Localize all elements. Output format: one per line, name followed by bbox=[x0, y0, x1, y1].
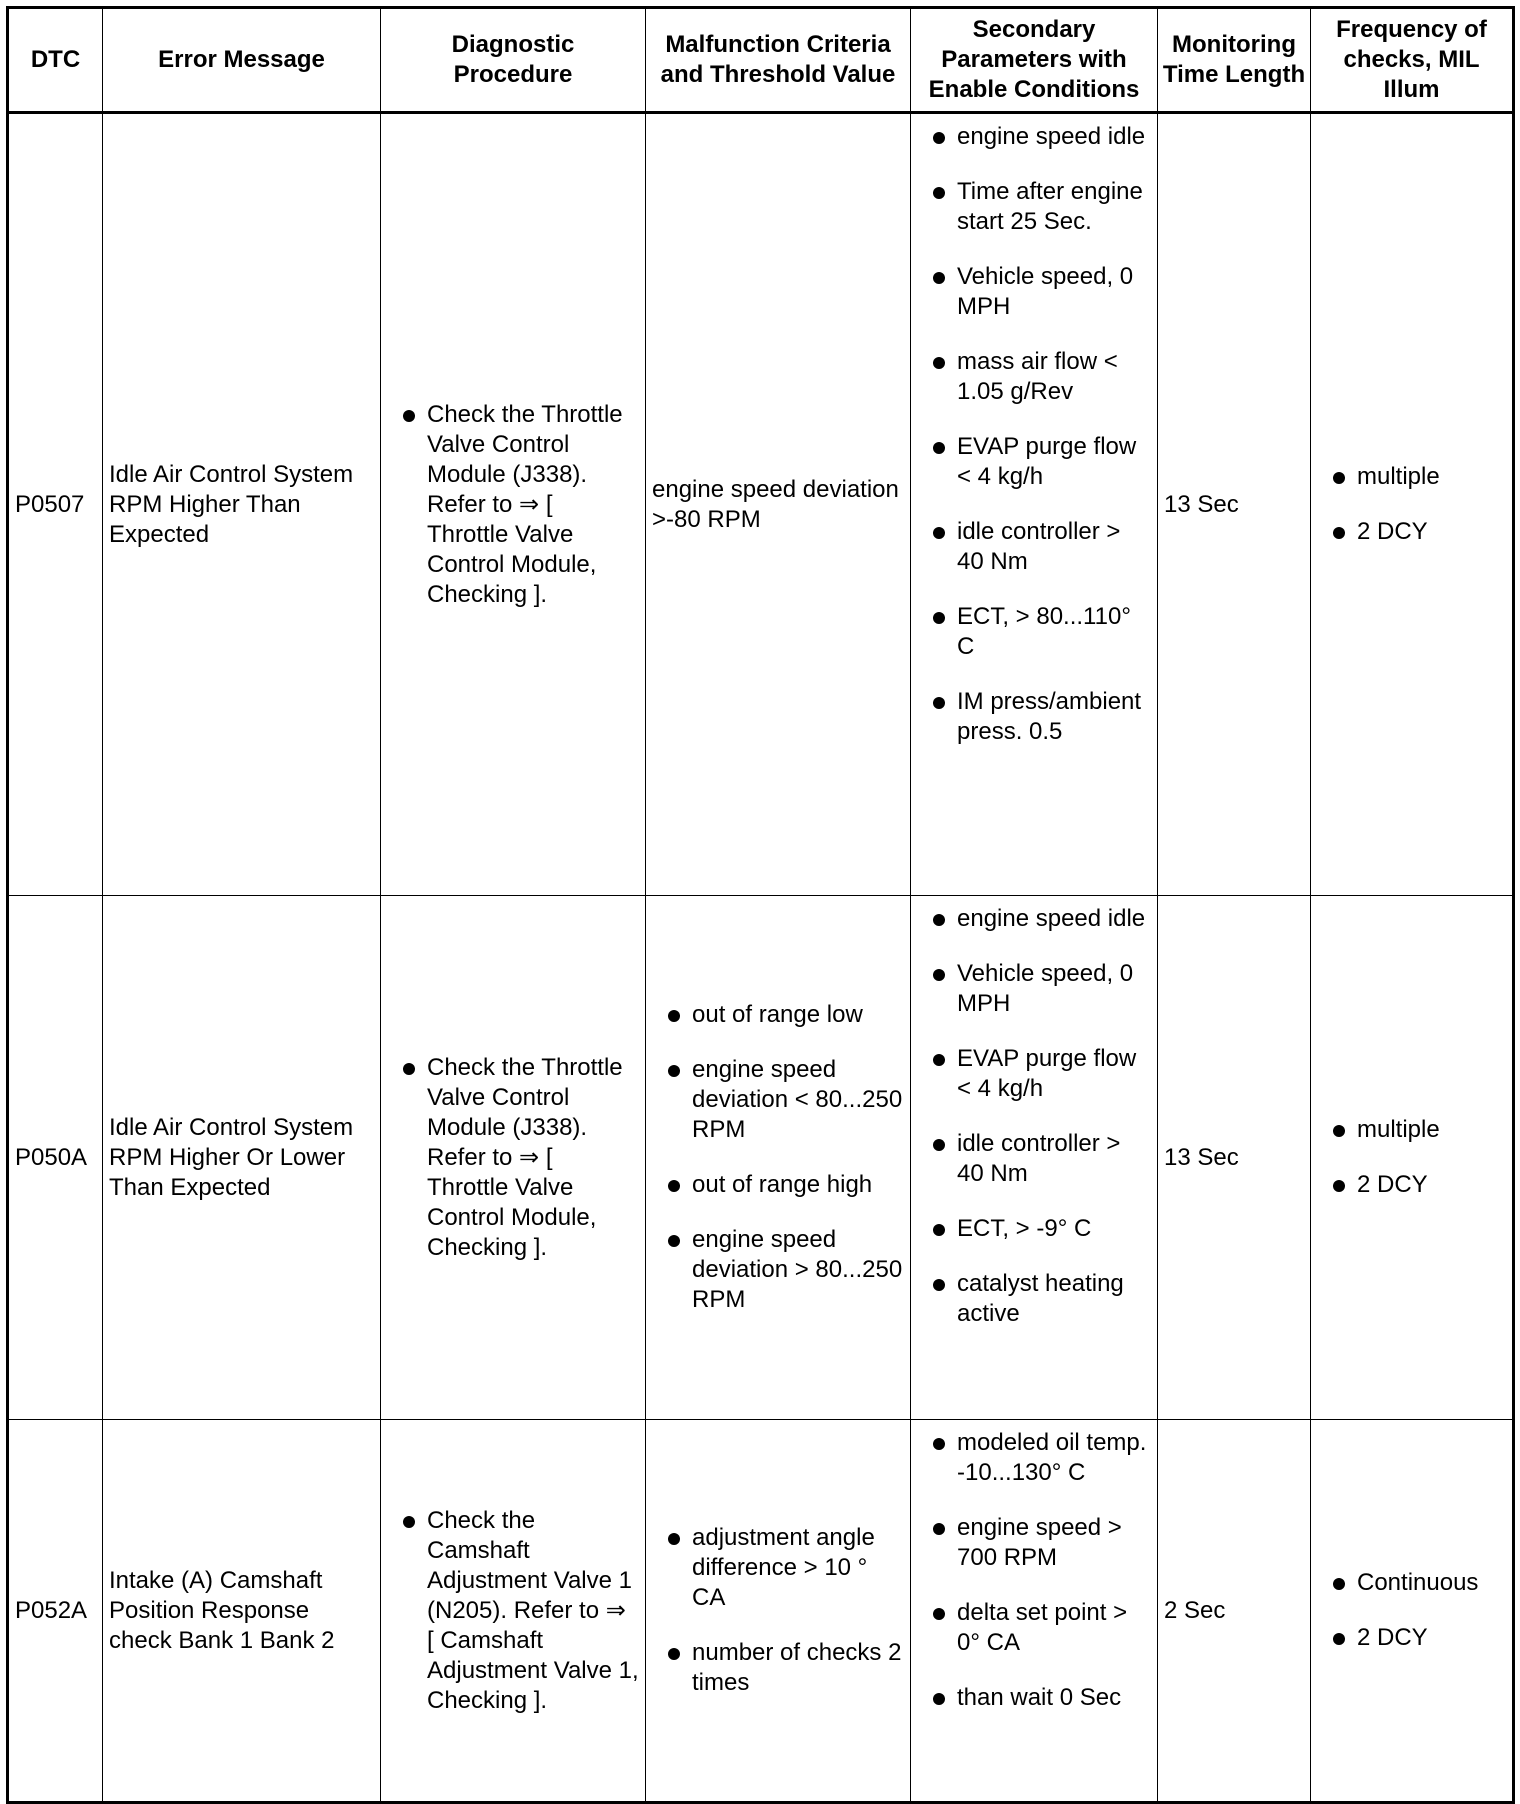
list-item: engine speed deviation > 80...250 RPM bbox=[652, 1225, 904, 1315]
list-item: 2 DCY bbox=[1317, 1623, 1506, 1653]
header-row bbox=[8, 8, 1514, 113]
secondary-parameters-list bbox=[917, 1428, 1151, 1713]
table-row bbox=[8, 113, 1514, 896]
list-item: 2 DCY bbox=[1317, 1170, 1506, 1200]
list-item: engine speed idle bbox=[917, 122, 1151, 152]
frequency-list bbox=[1317, 462, 1506, 547]
list-item: engine speed deviation < 80...250 RPM bbox=[652, 1055, 904, 1145]
secondary-parameters-list bbox=[917, 122, 1151, 747]
secondary-parameters-list bbox=[917, 904, 1151, 1329]
monitoring-time: 13 Sec bbox=[1158, 896, 1311, 1420]
header-diagnostic-procedure: Diagnostic Procedure bbox=[381, 8, 646, 113]
list-item: multiple bbox=[1317, 462, 1506, 492]
list-item: number of checks 2 times bbox=[652, 1638, 904, 1698]
malfunction-criteria bbox=[646, 1420, 911, 1803]
header-frequency: Frequency of checks, MIL Illum bbox=[1311, 8, 1514, 113]
list-item: EVAP purge flow < 4 kg/h bbox=[917, 1044, 1151, 1104]
secondary-parameters bbox=[911, 896, 1158, 1420]
list-item: Check the Throttle Valve Control Module (J338). Refer to ⇒ [ Throttle Valve Control Module, Checking ]. bbox=[387, 1053, 639, 1263]
list-item: Vehicle speed, 0 MPH bbox=[917, 262, 1151, 322]
list-item: Continuous bbox=[1317, 1568, 1506, 1598]
diagnostic-procedure bbox=[381, 896, 646, 1420]
list-item: out of range low bbox=[652, 1000, 904, 1030]
list-item: Check the Throttle Valve Control Module (J338). Refer to ⇒ [ Throttle Valve Control Module, Checking ]. bbox=[387, 400, 639, 610]
error-message: Idle Air Control System RPM Higher Than Expected bbox=[103, 113, 381, 896]
malfunction-criteria-list bbox=[652, 1000, 904, 1315]
list-item: multiple bbox=[1317, 1115, 1506, 1145]
header-monitoring-time: Monitoring Time Length bbox=[1158, 8, 1311, 113]
dtc-code: P0507 bbox=[8, 113, 103, 896]
monitoring-time: 13 Sec bbox=[1158, 113, 1311, 896]
list-item: mass air flow < 1.05 g/Rev bbox=[917, 347, 1151, 407]
list-item: delta set point > 0° CA bbox=[917, 1598, 1151, 1658]
frequency bbox=[1311, 1420, 1514, 1803]
frequency-list bbox=[1317, 1115, 1506, 1200]
list-item: catalyst heating active bbox=[917, 1269, 1151, 1329]
table-row bbox=[8, 1420, 1514, 1803]
list-item: Check the Camshaft Adjustment Valve 1 (N205). Refer to ⇒ [ Camshaft Adjustment Valve 1, Checking ]. bbox=[387, 1506, 639, 1716]
list-item: Vehicle speed, 0 MPH bbox=[917, 959, 1151, 1019]
malfunction-criteria: engine speed deviation >-80 RPM bbox=[646, 113, 911, 896]
secondary-parameters bbox=[911, 113, 1158, 896]
monitoring-time: 2 Sec bbox=[1158, 1420, 1311, 1803]
list-item: ECT, > -9° C bbox=[917, 1214, 1151, 1244]
diagnostic-procedure-list bbox=[387, 400, 639, 610]
diagnostic-procedure-list bbox=[387, 1053, 639, 1263]
frequency bbox=[1311, 896, 1514, 1420]
error-message: Idle Air Control System RPM Higher Or Lower Than Expected bbox=[103, 896, 381, 1420]
list-item: engine speed > 700 RPM bbox=[917, 1513, 1151, 1573]
list-item: 2 DCY bbox=[1317, 517, 1506, 547]
list-item: idle controller > 40 Nm bbox=[917, 1129, 1151, 1189]
list-item: Time after engine start 25 Sec. bbox=[917, 177, 1151, 237]
diagnostic-procedure-list bbox=[387, 1506, 639, 1716]
malfunction-criteria-list bbox=[652, 1523, 904, 1698]
frequency bbox=[1311, 113, 1514, 896]
list-item: IM press/ambient press. 0.5 bbox=[917, 687, 1151, 747]
header-malfunction-criteria: Malfunction Criteria and Threshold Value bbox=[646, 8, 911, 113]
frequency-list bbox=[1317, 1568, 1506, 1653]
list-item: EVAP purge flow < 4 kg/h bbox=[917, 432, 1151, 492]
list-item: idle controller > 40 Nm bbox=[917, 517, 1151, 577]
header-secondary-parameters: Secondary Parameters with Enable Conditions bbox=[911, 8, 1158, 113]
list-item: out of range high bbox=[652, 1170, 904, 1200]
diagnostic-procedure bbox=[381, 113, 646, 896]
list-item: modeled oil temp. -10...130° C bbox=[917, 1428, 1151, 1488]
dtc-code: P052A bbox=[8, 1420, 103, 1803]
secondary-parameters bbox=[911, 1420, 1158, 1803]
dtc-table bbox=[6, 6, 1515, 1804]
list-item: adjustment angle difference > 10 ° CA bbox=[652, 1523, 904, 1613]
list-item: than wait 0 Sec bbox=[917, 1683, 1151, 1713]
error-message: Intake (A) Camshaft Position Response check Bank 1 Bank 2 bbox=[103, 1420, 381, 1803]
header-error-message: Error Message bbox=[103, 8, 381, 113]
malfunction-criteria bbox=[646, 896, 911, 1420]
list-item: engine speed idle bbox=[917, 904, 1151, 934]
diagnostic-procedure bbox=[381, 1420, 646, 1803]
table-row bbox=[8, 896, 1514, 1420]
header-dtc: DTC bbox=[8, 8, 103, 113]
dtc-code: P050A bbox=[8, 896, 103, 1420]
list-item: ECT, > 80...110° C bbox=[917, 602, 1151, 662]
